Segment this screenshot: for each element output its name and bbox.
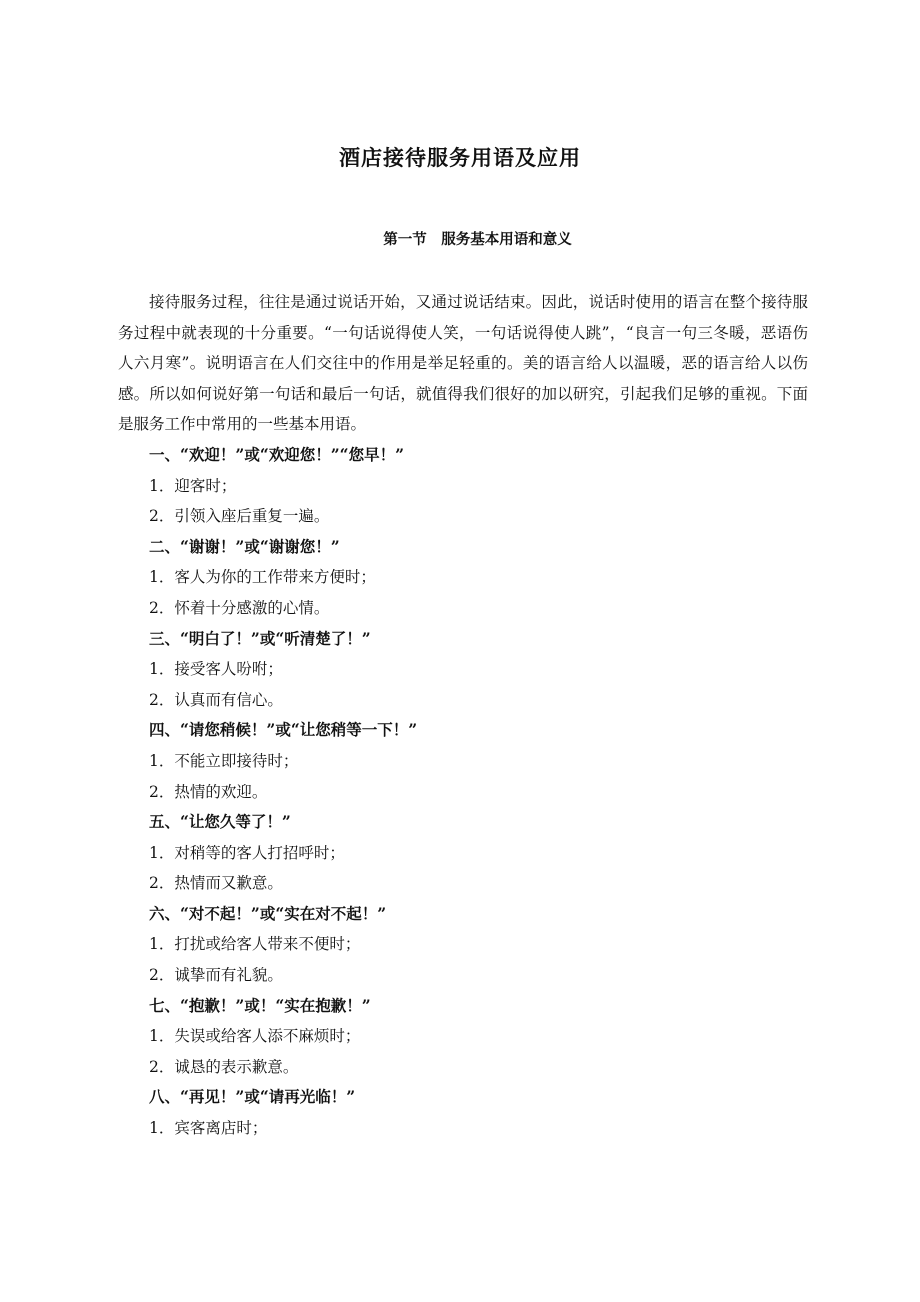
document-title: 酒店接待服务用语及应用 — [339, 146, 581, 170]
list-item: 1．打扰或给客人带来不便时； — [149, 935, 361, 954]
list-item: 1．不能立即接待时； — [149, 751, 299, 770]
phrase-heading-8: 八、“再见！”或“请再光临！” — [149, 1087, 356, 1107]
list-item: 1．迎客时； — [149, 476, 237, 495]
document-body — [118, 287, 808, 1144]
list-item: 1．失误或给客人添不麻烦时； — [149, 1027, 361, 1046]
phrase-heading-7: 七、“抱歉！”或！“实在抱歉！” — [149, 995, 371, 1015]
list-item: 1．宾客离店时； — [149, 1119, 268, 1138]
list-item: 2．怀着十分感激的心情。 — [149, 598, 330, 617]
list-item: 2．热情的欢迎。 — [149, 782, 268, 801]
phrase-heading-1: 一、“欢迎！”或“欢迎您！”“您早！” — [149, 444, 404, 464]
list-item: 1．客人为你的工作带来方便时； — [149, 568, 376, 587]
phrase-heading-2: 二、“谢谢！”或“谢谢您！” — [149, 536, 340, 556]
list-item: 1．对稍等的客人打招呼时； — [149, 843, 345, 862]
list-item: 2．热情而又歉意。 — [149, 874, 283, 893]
list-item: 2．认真而有信心。 — [149, 690, 283, 709]
phrase-heading-6: 六、“对不起！”或“实在对不起！” — [149, 903, 387, 923]
list-item: 1．接受客人吩咐； — [149, 660, 283, 679]
list-item: 2．诚恳的表示歉意。 — [149, 1057, 299, 1076]
phrase-heading-5: 五、“让您久等了！” — [149, 812, 291, 832]
list-item: 2．诚挚而有礼貌。 — [149, 966, 283, 985]
list-item: 2．引领入座后重复一遍。 — [149, 507, 330, 526]
phrase-heading-3: 三、“明白了！”或“听清楚了！” — [149, 628, 371, 648]
section-title: 第一节 服务基本用语和意义 — [383, 232, 572, 248]
phrase-heading-4: 四、“请您稍候！”或“让您稍等一下！” — [149, 720, 418, 740]
intro-paragraph: 接待服务过程，往往是通过说话开始，又通过说话结束。因此，说话时使用的语言在整个接待服务过程中就表现的十分重要。“一句话说得使人笑，一句话说得使人跳”，“良言一句三冬暖，恶语伤人六月寒”。说明语言在人们交往中的作用是举足轻重的。美的语言给人以温暖，恶的语言给人以伤感。所以如何说好第一句话和最后一句话，就值得我们很好的加以研究，引起我们足够的重视。下面是服务工作中常用的一些基本用语。 — [118, 293, 808, 434]
